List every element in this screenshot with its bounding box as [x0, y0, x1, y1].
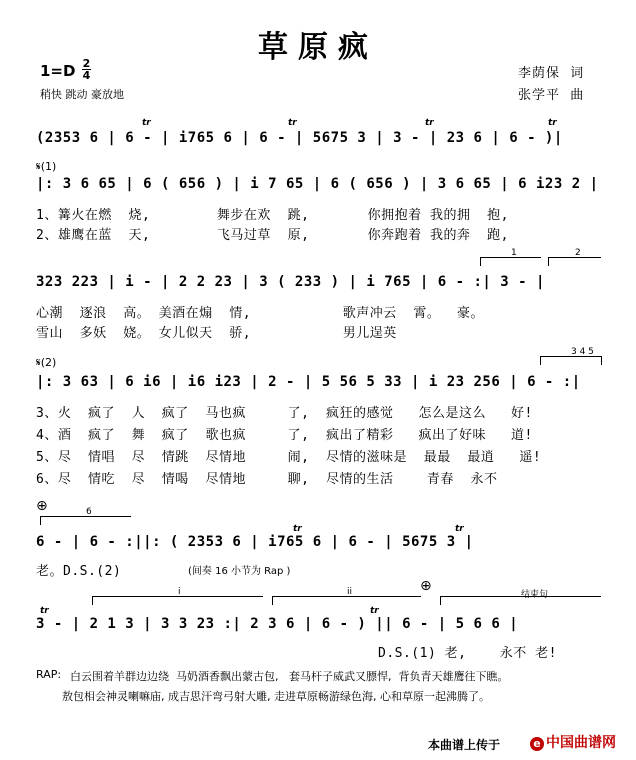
interlude-note: (间奏 16 小节为 Rap ): [188, 566, 291, 577]
volta-bracket-2: [548, 248, 601, 266]
page-title: 草原疯: [258, 30, 378, 65]
volta-bracket-i: [92, 587, 263, 605]
volta-label-2: 2: [575, 248, 581, 258]
lyric-line-2a: 心潮 逐浪 高。 美酒在煽 情, 歌声冲云 霄。 豪。: [36, 306, 485, 321]
trill-mark: tr: [548, 118, 557, 128]
score-system-4: 6 - | 6 - :||: ( 2353 6 | i765 6 | 6 - | 5675 3 |: [36, 534, 474, 550]
lyric-line-3c: 5、尽 情唱 尽 情跳 尽情地 闹, 尽情的滋味是 最最 最逍 遥!: [36, 450, 542, 465]
lyricist-credit: 李荫保 词: [518, 66, 585, 81]
site-name: 中国曲谱网: [546, 735, 616, 751]
trill-mark: tr: [40, 606, 49, 616]
score-system-3: |: 3 63 | 6 i6 | i6 i23 | 2 - | 5 56 5 33 | i 23 256 | 6 - :|: [36, 374, 581, 390]
tempo-marking: 稍快 跳动 豪放地: [40, 88, 124, 101]
score-intro: (2353 6 | 6 - | i765 6 | 6 - | 5675 3 | 3 - | 23 6 | 6 - )|: [36, 130, 563, 146]
trill-mark: tr: [293, 524, 302, 534]
score-system-1: |: 3 6 65 | 6 ( 656 ) | i 7 65 | 6 ( 656 ) | 3 6 65 | 6 i23 2 |: [36, 176, 599, 192]
lyric-line-3d: 6、尽 情吃 尽 情喝 尽情地 聊, 尽情的生活 青春 永不: [36, 472, 498, 487]
lyric-line-2b: 雪山 多妖 娆。 女儿似天 骄, 男儿逞英: [36, 326, 397, 341]
volta-label-345: 3 4 5: [571, 347, 594, 357]
volta-bracket-1: [480, 248, 541, 266]
composer-credit: 张学平 曲: [518, 88, 585, 103]
upload-note: 本曲谱上传于: [428, 738, 501, 752]
score-system-2: 323 223 | i - | 2 2 23 | 3 ( 233 ) | i 765 | 6 - :| 3 - |: [36, 274, 545, 290]
segno-label-1: (1): [40, 160, 57, 173]
trill-mark: tr: [288, 118, 297, 128]
lyric-line-3a: 3、火 疯了 人 疯了 马也疯 了, 疯狂的感觉 怎么是这么 好!: [36, 406, 533, 421]
trill-mark: tr: [142, 118, 151, 128]
volta-bracket-ii: [272, 587, 421, 605]
lyric-line-5: D.S.(1) 老, 永不 老!: [378, 646, 557, 661]
volta-label-end: 结束句: [521, 590, 549, 600]
volta-bracket-end: [440, 590, 601, 605]
trill-mark: tr: [425, 118, 434, 128]
time-signature: [82, 58, 91, 81]
lyric-line-1a: 1、篝火在燃 烧, 舞步在欢 跳, 你拥抱着 我的拥 抱,: [36, 208, 509, 223]
volta-bracket-345: [540, 347, 602, 365]
volta-label-i: i: [178, 587, 181, 597]
trill-mark: tr: [370, 606, 379, 616]
lyric-line-4: 老。D.S.(2): [36, 564, 122, 579]
rap-label: RAP:: [36, 668, 62, 681]
segno-label-2: (2): [40, 356, 57, 369]
volta-label-ii: ii: [347, 587, 353, 597]
segno-mark-1: 𝄋(1): [36, 160, 57, 173]
score-system-5: 3 - | 2 1 3 | 3 3 23 :| 2 3 6 | 6 - ) || 6 - | 5 6 6 |: [36, 616, 519, 632]
coda-icon: ⊕: [420, 578, 432, 594]
site-logo[interactable]: [530, 732, 616, 752]
segno-mark-2: 𝄋(2): [36, 356, 57, 369]
key-signature: 1=D: [40, 62, 76, 80]
volta-bracket-6: [40, 507, 131, 525]
time-bottom: 4: [82, 69, 91, 82]
rap-line-2: 敖包相会神灵喇嘛庙, 成吉思汗弯弓射大雕, 走进草原畅游绿色海, 心和草原一起沸腾了。: [62, 690, 490, 703]
volta-label-1: 1: [511, 248, 517, 258]
lyric-line-3b: 4、酒 疯了 舞 疯了 歌也疯 了, 疯出了精彩 疯出了好味 道!: [36, 428, 533, 443]
trill-mark: tr: [455, 524, 464, 534]
lyric-line-1b: 2、雄鹰在蓝 天, 飞马过草 原, 你奔跑着 我的奔 跑,: [36, 228, 509, 243]
coda-icon: ⊕: [36, 498, 48, 514]
volta-label-6: 6: [86, 507, 92, 517]
rap-line-1: 白云围着羊群边边绕 马奶酒香飘出蒙古包, 套马杆子威武又膘悍, 背负青天雄鹰往下瞧。: [70, 670, 509, 683]
logo-icon: e: [530, 737, 544, 751]
time-top: 2: [82, 57, 91, 70]
